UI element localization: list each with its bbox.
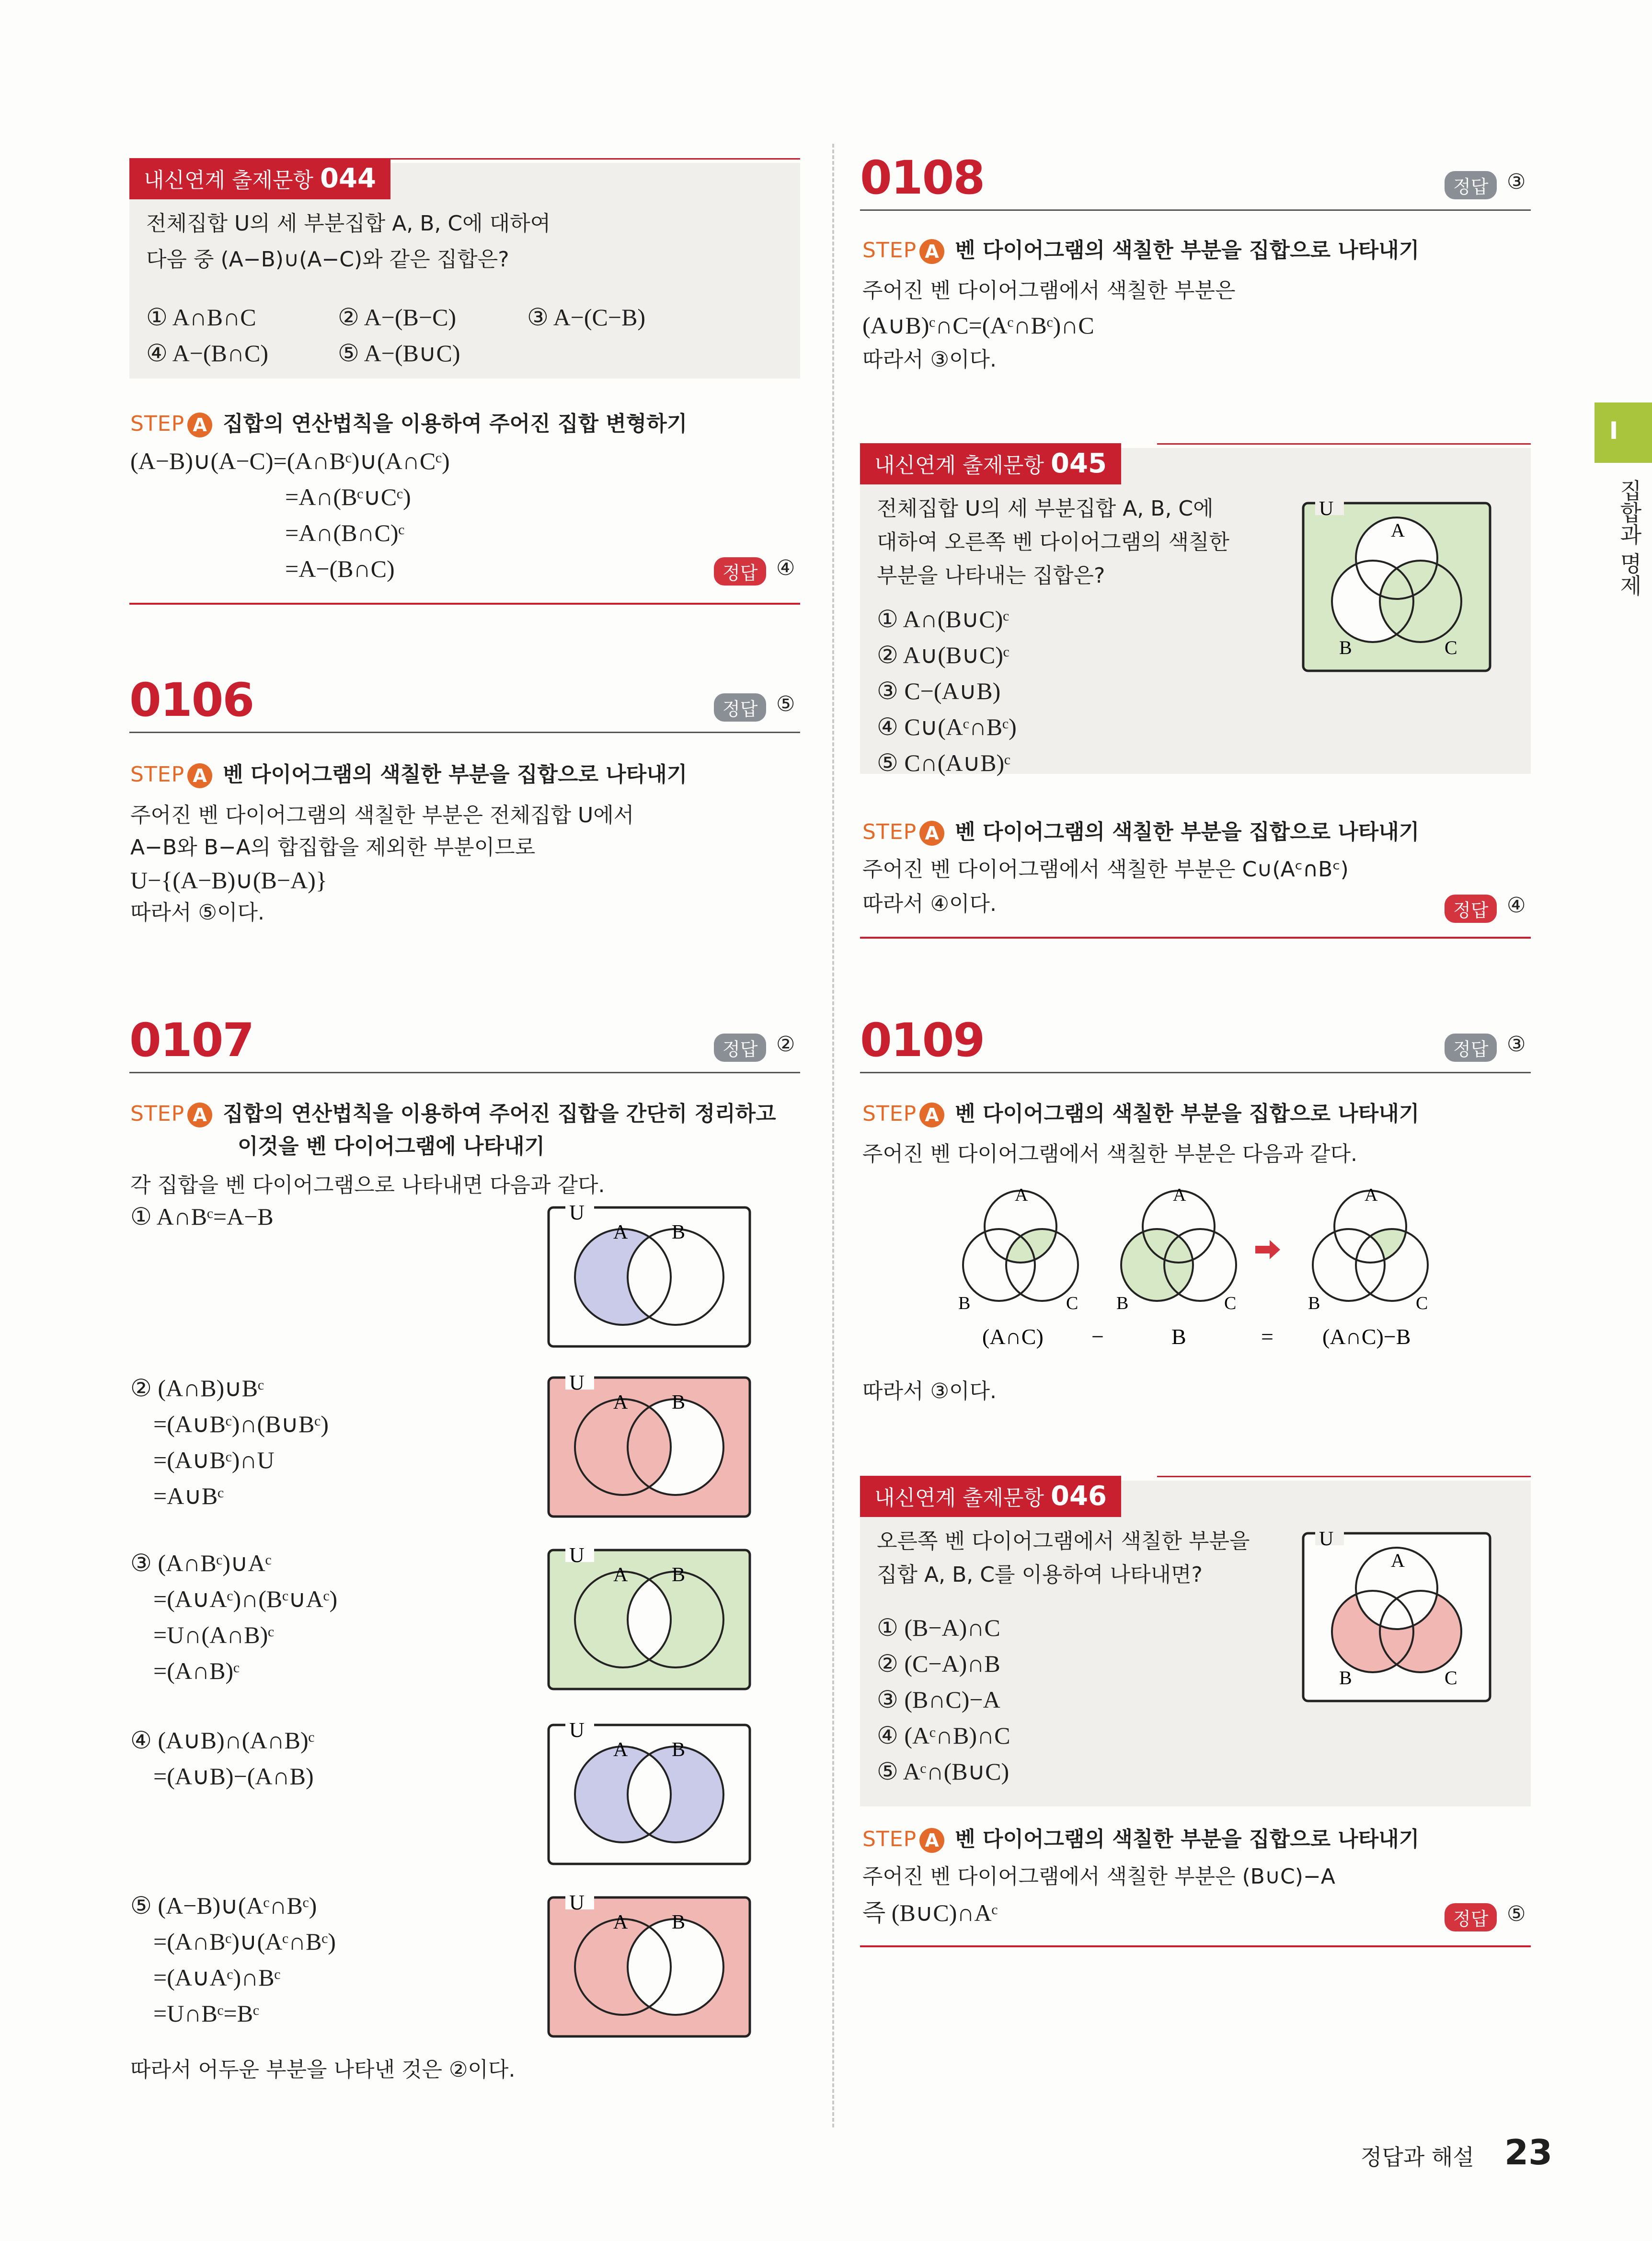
footer-label: 정답과 해설 (1361, 2144, 1474, 2170)
svg-text:B: B (1116, 1293, 1129, 1313)
svg-text:A: A (1365, 1185, 1378, 1205)
answer-value: ④ (1507, 893, 1526, 918)
option: ④ C∪(Aᶜ∩Bᶜ) (877, 713, 1017, 740)
solution-line: 주어진 벤 다이어그램의 색칠한 부분은 전체집합 U에서 (130, 803, 634, 827)
solution-line: 따라서 어두운 부분을 나타낸 것은 ②이다. (130, 2057, 516, 2082)
step-heading: STEP A 벤 다이어그램의 색칠한 부분을 집합으로 나타내기 (862, 815, 1419, 846)
svg-text:U: U (569, 1723, 585, 1742)
related-num: 044 (320, 163, 376, 194)
step-heading: STEP A 집합의 연산법칙을 이용하여 주어진 집합을 간단히 정리하고 (130, 1096, 776, 1127)
option: ① (B−A)∩C (877, 1614, 1000, 1641)
related-tag: 내신연계 출제문항 (874, 453, 1044, 478)
option: ⑤ C∩(A∪B)ᶜ (877, 749, 1010, 776)
math-line: ② (A∩B)∪Bᶜ (130, 1375, 264, 1402)
question-number: 0106 (129, 673, 254, 727)
option: ② A∪(B∪C)ᶜ (877, 642, 1010, 668)
solution-line: 각 집합을 벤 다이어그램으로 나타내면 다음과 같다. (130, 1173, 605, 1197)
answer-badge: 정답 (714, 1034, 766, 1062)
answer-value: ⑤ (776, 692, 795, 716)
svg-text:C: C (1224, 1293, 1237, 1313)
svg-text:A: A (613, 1739, 628, 1761)
math-line: ⑤ (A−B)∪(Aᶜ∩Bᶜ) (130, 1892, 317, 1919)
question-line: 다음 중 (A−B)∪(A−C)와 같은 집합은? (146, 247, 509, 272)
svg-text:U: U (569, 1205, 585, 1224)
answer-value: ④ (776, 556, 795, 580)
answer-value: ⑤ (1507, 1902, 1526, 1926)
svg-text:(A∩C): (A∩C) (982, 1324, 1044, 1349)
option: ① A∩B∩C (146, 304, 256, 331)
step-heading: STEP A 벤 다이어그램의 색칠한 부분을 집합으로 나타내기 (862, 1096, 1419, 1127)
math-line: =A−(B∩C) (285, 555, 395, 582)
svg-text:A: A (613, 1391, 628, 1414)
svg-text:B: B (1339, 1667, 1352, 1689)
svg-text:A: A (613, 1564, 628, 1586)
venn-diagram-5 (546, 1895, 752, 2039)
venn-diagram-1 (546, 1205, 752, 1349)
math-line: =(A∪Bᶜ)∩(B∪Bᶜ) (153, 1411, 329, 1437)
answer-value: ② (776, 1032, 795, 1057)
solution-line: 따라서 ④이다. (862, 892, 997, 916)
math-line: =(A∩B)ᶜ (153, 1657, 240, 1684)
svg-text:−: − (1091, 1324, 1104, 1349)
solution-line: A−B와 B−A의 합집합을 제외한 부분이므로 (130, 835, 536, 860)
svg-text:B: B (1339, 637, 1352, 658)
venn-sequence-0109 (939, 1184, 1480, 1366)
step-heading: STEP A 벤 다이어그램의 색칠한 부분을 집합으로 나타내기 (862, 1822, 1419, 1853)
answer-badge: 정답 (714, 557, 766, 586)
math-line: =U∩Bᶜ=Bᶜ (153, 2000, 259, 2027)
option: ③ (B∩C)−A (877, 1686, 1000, 1713)
svg-text:A: A (1173, 1185, 1186, 1205)
math-line: =(A∪B)−(A∩B) (153, 1763, 314, 1790)
option: ② (C−A)∩B (877, 1650, 1000, 1677)
venn-diagram-4 (546, 1723, 752, 1866)
related-tag: 내신연계 출제문항 (874, 1486, 1044, 1510)
step-heading: STEP A 벤 다이어그램의 색칠한 부분을 집합으로 나타내기 (130, 757, 687, 788)
svg-text:A: A (613, 1221, 628, 1243)
svg-text:U: U (569, 1375, 585, 1394)
svg-text:=: = (1261, 1324, 1273, 1349)
related-num: 045 (1051, 448, 1107, 479)
svg-text:B: B (958, 1293, 971, 1313)
venn-diagram-046 (1301, 1531, 1492, 1703)
question-line: 전체집합 U의 세 부분집합 A, B, C에 (877, 496, 1214, 521)
solution-line: 따라서 ③이다. (862, 1379, 997, 1403)
chapter-tab[interactable] (1595, 402, 1652, 463)
option: ④ A−(B∩C) (146, 340, 268, 367)
solution-line: 주어진 벤 다이어그램에서 색칠한 부분은 (862, 278, 1236, 303)
question-number: 0109 (860, 1013, 985, 1067)
svg-text:C: C (1445, 1667, 1457, 1689)
chapter-title: 집합과 명제 (1617, 479, 1642, 597)
math-line: =A∩(B∩C)ᶜ (285, 519, 405, 546)
question-number: 0107 (129, 1013, 254, 1067)
svg-text:U: U (1319, 501, 1334, 520)
svg-text:A: A (1391, 519, 1405, 541)
math-line: ④ (A∪B)∩(A∩B)ᶜ (130, 1727, 315, 1754)
answer-badge: 정답 (1445, 171, 1497, 199)
svg-text:B: B (672, 1221, 686, 1243)
question-line: 집합 A, B, C를 이용하여 나타내면? (877, 1563, 1203, 1587)
answer-value: ③ (1507, 1032, 1526, 1057)
svg-text:A: A (1391, 1550, 1405, 1571)
svg-text:C: C (1416, 1293, 1428, 1313)
svg-text:B: B (672, 1911, 686, 1933)
math-line: (A−B)∪(A−C)=(A∩Bᶜ)∪(A∩Cᶜ) (130, 448, 450, 474)
question-line: 대하여 오른쪽 벤 다이어그램의 색칠한 (877, 530, 1230, 554)
solution-line: 주어진 벤 다이어그램에서 색칠한 부분은 다음과 같다. (862, 1142, 1357, 1166)
option: ② A−(B−C) (338, 304, 457, 331)
math-line: U−{(A−B)∪(B−A)} (130, 867, 327, 894)
math-line: ① A∩Bᶜ=A−B (130, 1203, 274, 1230)
related-num: 046 (1051, 1481, 1107, 1512)
svg-text:B: B (672, 1739, 686, 1761)
svg-text:C: C (1066, 1293, 1078, 1313)
chapter-number: I (1609, 417, 1618, 445)
svg-text:B: B (1308, 1293, 1320, 1313)
question-line: 전체집합 U의 세 부분집합 A, B, C에 대하여 (146, 211, 551, 236)
svg-text:B: B (672, 1391, 686, 1414)
solution-line: 주어진 벤 다이어그램에서 색칠한 부분은 (B∪C)−A (862, 1864, 1335, 1889)
option: ③ C−(A∪B) (877, 678, 1001, 704)
math-line: =U∩(A∩B)ᶜ (153, 1621, 275, 1648)
svg-text:C: C (1445, 637, 1457, 658)
svg-text:U: U (1319, 1531, 1334, 1550)
math-line: =A∩(Bᶜ∪Cᶜ) (285, 483, 411, 510)
math-line: =A∪Bᶜ (153, 1483, 224, 1509)
svg-text:A: A (1015, 1185, 1028, 1205)
answer-value: ③ (1507, 170, 1526, 194)
venn-diagram-045 (1301, 501, 1492, 673)
svg-text:B: B (1171, 1324, 1186, 1349)
option: ① A∩(B∪C)ᶜ (877, 606, 1010, 632)
related-045-header (860, 443, 1531, 484)
svg-text:A: A (613, 1911, 628, 1933)
math-line: 즉 (B∪C)∩Aᶜ (862, 1899, 998, 1926)
answer-badge: 정답 (1445, 1903, 1497, 1931)
solution-line: 주어진 벤 다이어그램에서 색칠한 부분은 C∪(Aᶜ∩Bᶜ) (862, 857, 1349, 882)
svg-text:U: U (569, 1548, 585, 1567)
step-heading-cont: 이것을 벤 다이어그램에 나타내기 (238, 1134, 545, 1159)
svg-text:U: U (569, 1895, 585, 1914)
option: ③ A−(C−B) (527, 304, 646, 331)
answer-badge: 정답 (714, 693, 766, 722)
option: ⑤ A−(B∪C) (338, 340, 460, 367)
venn-diagram-3 (546, 1548, 752, 1691)
math-line: =(A∪Bᶜ)∩U (153, 1447, 275, 1473)
answer-badge: 정답 (1445, 895, 1497, 923)
related-044-header (129, 158, 800, 199)
math-line: =(A∪Aᶜ)∩Bᶜ (153, 1964, 281, 1991)
question-line: 부분을 나타내는 집합은? (877, 563, 1105, 588)
venn-diagram-2 (546, 1375, 752, 1519)
math-line: (A∪B)ᶜ∩C=(Aᶜ∩Bᶜ)∩C (862, 312, 1094, 339)
question-line: 오른쪽 벤 다이어그램에서 색칠한 부분을 (877, 1529, 1250, 1553)
svg-text:B: B (672, 1564, 686, 1586)
solution-line: 따라서 ③이다. (862, 347, 997, 372)
related-046-header (860, 1476, 1531, 1517)
svg-text:(A∩C)−B: (A∩C)−B (1322, 1324, 1411, 1349)
column-divider (832, 144, 834, 2127)
answer-badge: 정답 (1445, 1034, 1497, 1062)
page-number: 23 (1504, 2132, 1553, 2172)
step-heading: STEP A 집합의 연산법칙을 이용하여 주어진 집합 변형하기 (130, 406, 687, 437)
related-tag: 내신연계 출제문항 (144, 168, 314, 193)
question-number: 0108 (860, 151, 985, 205)
math-line: =(A∪Aᶜ)∩(Bᶜ∪Aᶜ) (153, 1586, 338, 1612)
option: ⑤ Aᶜ∩(B∪C) (877, 1758, 1010, 1785)
option: ④ (Aᶜ∩B)∩C (877, 1722, 1010, 1749)
math-line: =(A∩Bᶜ)∪(Aᶜ∩Bᶜ) (153, 1928, 336, 1955)
math-line: ③ (A∩Bᶜ)∪Aᶜ (130, 1550, 272, 1576)
step-heading: STEP A 벤 다이어그램의 색칠한 부분을 집합으로 나타내기 (862, 233, 1419, 264)
solution-line: 따라서 ⑤이다. (130, 900, 264, 925)
